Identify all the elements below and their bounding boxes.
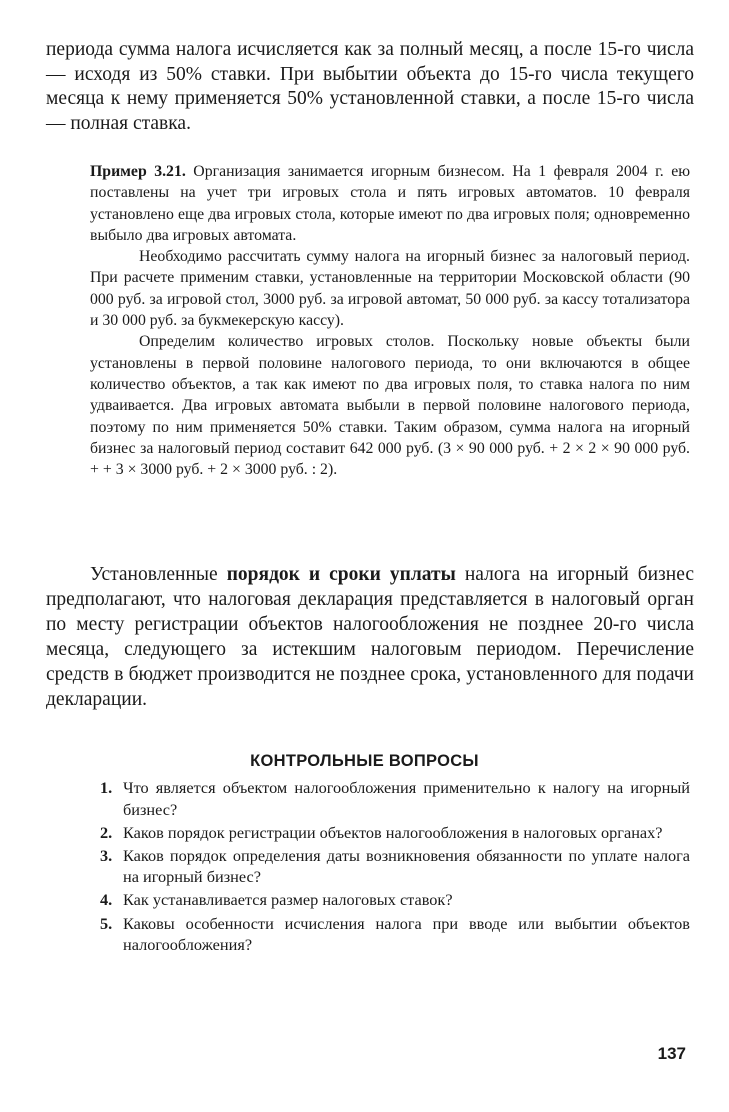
question-number: 2. — [100, 822, 113, 842]
question-text: Каков порядок определения даты возникновения обязанности по уплате налога на игорный бизнес? — [123, 845, 690, 887]
example-block — [90, 161, 690, 480]
question-text: Как устанавливается размер налоговых ставок? — [123, 890, 453, 910]
question-item — [100, 822, 690, 844]
payment-bold-term: порядок и сроки уплаты — [226, 564, 456, 585]
example-label: Пример 3.21. — [90, 163, 186, 180]
question-number: 5. — [100, 913, 113, 933]
payment-text-after: налога на игорный бизнес предполагают, что налоговая декларация представляется в налоговый орган по месту регистрации объектов налогообложения не позднее 20-го числа месяца, следующего за истекшим налоговым периодом. Перечисление средств в бюджет производится не позднее срока, установленного для подачи декларации. — [46, 564, 694, 710]
payment-paragraph — [46, 562, 694, 712]
question-text: Каков порядок регистрации объектов налогообложения в налоговых органах? — [123, 822, 663, 842]
question-item — [100, 889, 690, 911]
payment-text-before: Установленные — [90, 564, 227, 585]
page-number: 137 — [657, 1044, 686, 1063]
example-paragraph-3: Определим количество игровых столов. Поскольку новые объекты были установлены в первой половине налогового периода, то они включаются в общее количество объектов, а так как имеют по два игровых поля, то ставка налога по ним удваивается. Два игровых автомата выбыли в первой половине налогового периода, поэтому по ним применяется 50% ставки. Таким образом, сумма налога на игорный бизнес за налоговый период составит 642 000 руб. (3 × 90 000 руб. + 2 × 2 × 90 000 руб. + + 3 × 3000 руб. + 2 × 3000 руб. : 2). — [90, 333, 690, 479]
question-text: Что является объектом налогообложения применительно к налогу на игорный бизнес? — [123, 778, 690, 819]
example-text-1: Организация занимается игорным бизнесом. На 1 февраля 2004 г. ею поставлены на учет три игровых стола и пять игровых автоматов. 10 февраля установлено еще два игровых стола, которые имеют по два игровых поля; одновременно выбыло два игровых автомата. — [90, 163, 691, 244]
question-number: 3. — [100, 845, 113, 865]
question-number: 1. — [100, 778, 113, 797]
questions-heading: КОНТРОЛЬНЫЕ ВОПРОСЫ — [250, 752, 479, 770]
question-text: Каковы особенности исчисления налога при вводе или выбытии объектов налогообложения? — [123, 913, 690, 955]
question-number: 4. — [100, 890, 113, 910]
example-paragraph-2: Необходимо рассчитать сумму налога на игорный бизнес за налоговый период. При расчете применим ставки, установленные на территории Московской области (90 000 руб. за игровой стол, 3000 руб. за игровой автомат, 50 000 руб. за кассу тотализатора и 30 000 руб. за букмекерскую кассу). — [90, 248, 690, 330]
question-item — [100, 845, 690, 888]
intro-paragraph: периода сумма налога исчисляется как за полный месяц, а после 15-го числа — исходя из 50% ставки. При выбытии объекта до 15-го числа текущего месяца к нему применяется 50% установленной ставки, а после 15-го числа — полная ставка. — [46, 39, 694, 135]
question-item — [100, 913, 690, 956]
example-paragraph-1 — [90, 161, 690, 246]
question-item — [100, 777, 690, 820]
questions-list — [100, 777, 690, 957]
